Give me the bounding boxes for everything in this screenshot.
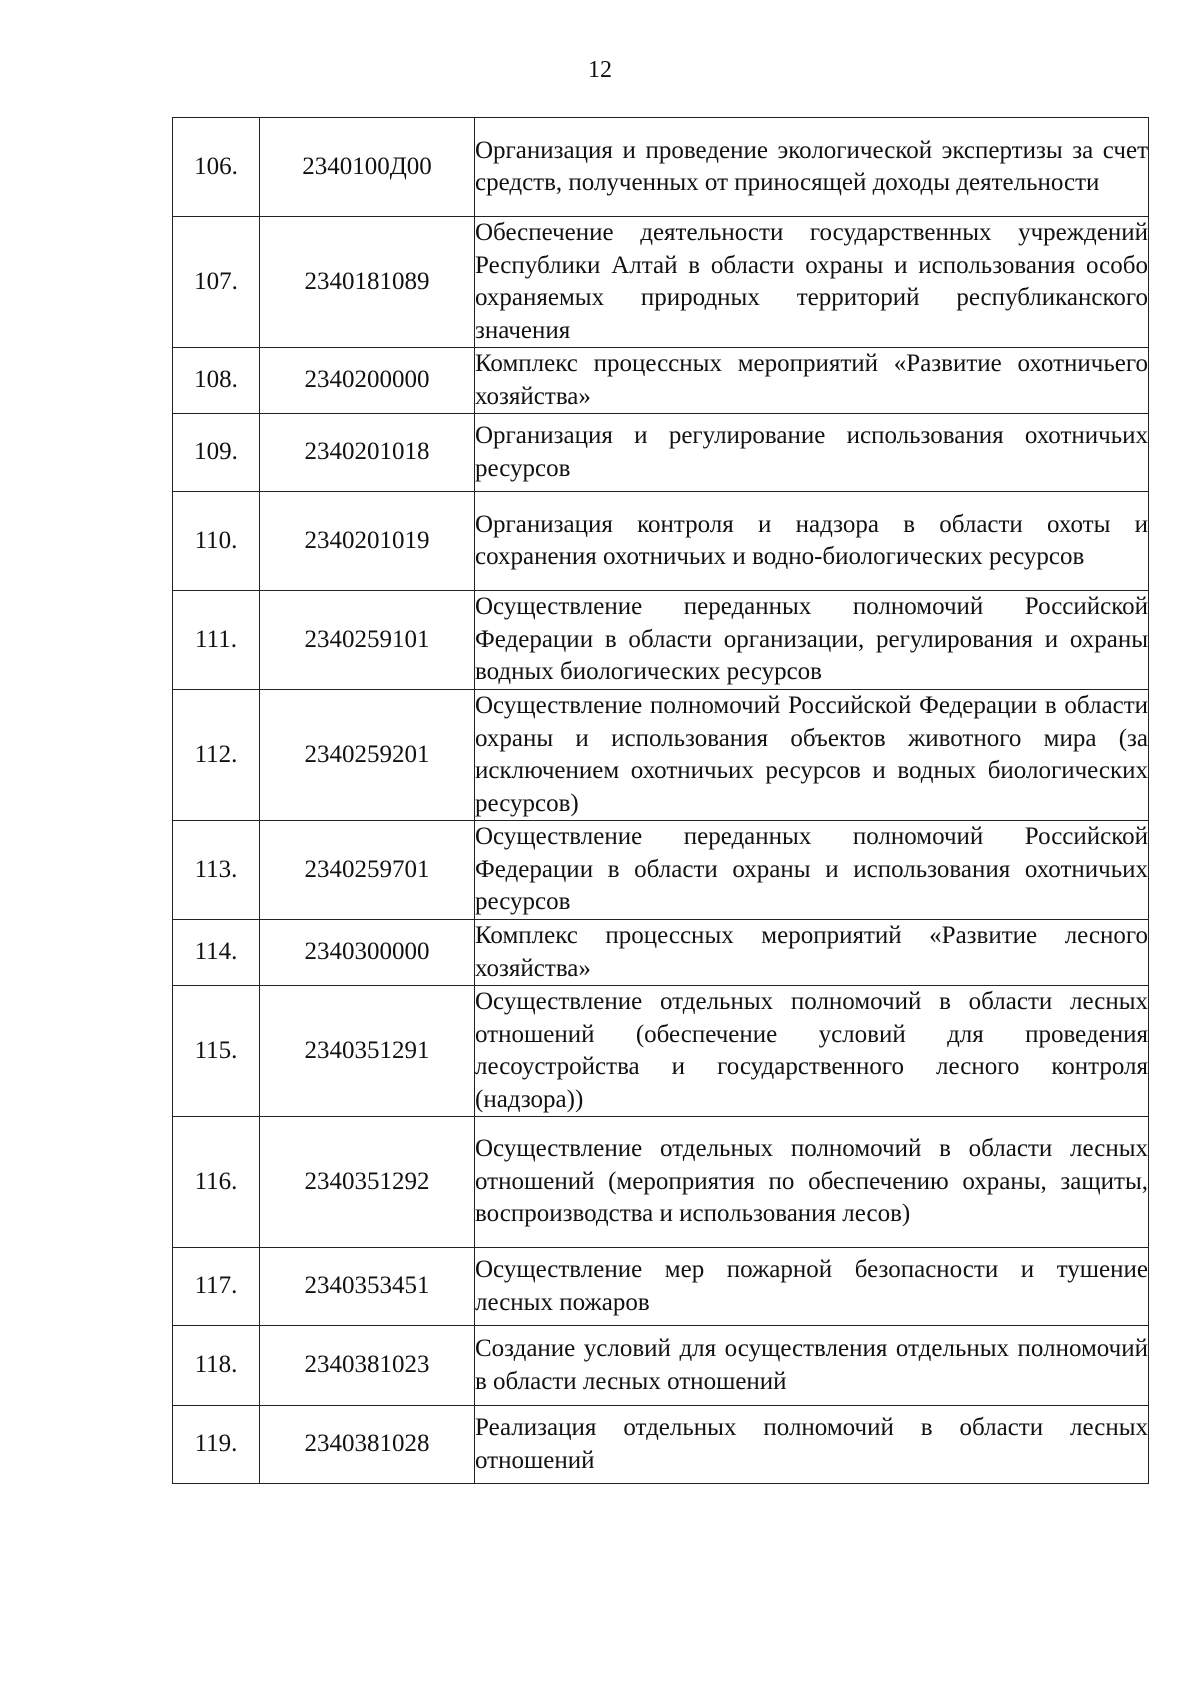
row-number: 117. xyxy=(173,1248,260,1326)
table-row xyxy=(173,1117,1149,1248)
row-code: 2340200000 xyxy=(260,348,475,414)
table-row xyxy=(173,118,1149,217)
row-number: 110. xyxy=(173,492,260,591)
row-code: 2340201019 xyxy=(260,492,475,591)
page-number: 12 xyxy=(588,57,612,83)
row-name: Осуществление переданных полномочий Российской Федерации в области охраны и использования охотничьих ресурсов xyxy=(475,821,1149,920)
row-code: 2340351291 xyxy=(260,986,475,1117)
row-code: 2340259201 xyxy=(260,690,475,821)
table-row xyxy=(173,1326,1149,1406)
row-number: 118. xyxy=(173,1326,260,1406)
table-row xyxy=(173,348,1149,414)
table-row xyxy=(173,492,1149,591)
budget-code-table xyxy=(172,117,1149,1484)
row-number: 108. xyxy=(173,348,260,414)
budget-code-table-body xyxy=(173,118,1149,1484)
row-name: Осуществление мер пожарной безопасности и тушение лесных пожаров xyxy=(475,1248,1149,1326)
row-name: Реализация отдельных полномочий в области лесных отношений xyxy=(475,1406,1149,1484)
row-code: 2340100Д00 xyxy=(260,118,475,217)
row-number: 109. xyxy=(173,414,260,492)
table-row xyxy=(173,1248,1149,1326)
row-code: 2340351292 xyxy=(260,1117,475,1248)
row-code: 2340300000 xyxy=(260,920,475,986)
row-number: 113. xyxy=(173,821,260,920)
row-code: 2340259701 xyxy=(260,821,475,920)
row-code: 2340259101 xyxy=(260,591,475,690)
table-row xyxy=(173,1406,1149,1484)
row-code: 2340381028 xyxy=(260,1406,475,1484)
row-name: Осуществление отдельных полномочий в области лесных отношений (обеспечение условий для проведения лесоустройства и государственного лесного контроля (надзора)) xyxy=(475,986,1149,1117)
row-name: Осуществление отдельных полномочий в области лесных отношений (мероприятия по обеспечению охраны, защиты, воспроизводства и использования лесов) xyxy=(475,1117,1149,1248)
table-row xyxy=(173,821,1149,920)
row-name: Комплекс процессных мероприятий «Развитие охотничьего хозяйства» xyxy=(475,348,1149,414)
row-number: 112. xyxy=(173,690,260,821)
row-number: 116. xyxy=(173,1117,260,1248)
row-number: 114. xyxy=(173,920,260,986)
row-name: Организация и проведение экологической экспертизы за счет средств, полученных от приносящей доходы деятельности xyxy=(475,118,1149,217)
table-row xyxy=(173,920,1149,986)
table-row xyxy=(173,591,1149,690)
row-name: Комплекс процессных мероприятий «Развитие лесного хозяйства» xyxy=(475,920,1149,986)
row-name: Организация контроля и надзора в области охоты и сохранения охотничьих и водно-биологических ресурсов xyxy=(475,492,1149,591)
table-row xyxy=(173,986,1149,1117)
table-row xyxy=(173,217,1149,348)
row-name: Организация и регулирование использования охотничьих ресурсов xyxy=(475,414,1149,492)
row-number: 115. xyxy=(173,986,260,1117)
row-code: 2340181089 xyxy=(260,217,475,348)
row-number: 111. xyxy=(173,591,260,690)
table-row xyxy=(173,414,1149,492)
row-code: 2340381023 xyxy=(260,1326,475,1406)
row-number: 119. xyxy=(173,1406,260,1484)
row-name: Обеспечение деятельности государственных учреждений Республики Алтай в области охраны и использования особо охраняемых природных территорий республиканского значения xyxy=(475,217,1149,348)
row-number: 107. xyxy=(173,217,260,348)
row-name: Создание условий для осуществления отдельных полномочий в области лесных отношений xyxy=(475,1326,1149,1406)
row-name: Осуществление полномочий Российской Федерации в области охраны и использования объектов животного мира (за исключением охотничьих ресурсов и водных биологических ресурсов) xyxy=(475,690,1149,821)
table-row xyxy=(173,690,1149,821)
row-number: 106. xyxy=(173,118,260,217)
row-code: 2340353451 xyxy=(260,1248,475,1326)
row-code: 2340201018 xyxy=(260,414,475,492)
row-name: Осуществление переданных полномочий Российской Федерации в области организации, регулирования и охраны водных биологических ресурсов xyxy=(475,591,1149,690)
